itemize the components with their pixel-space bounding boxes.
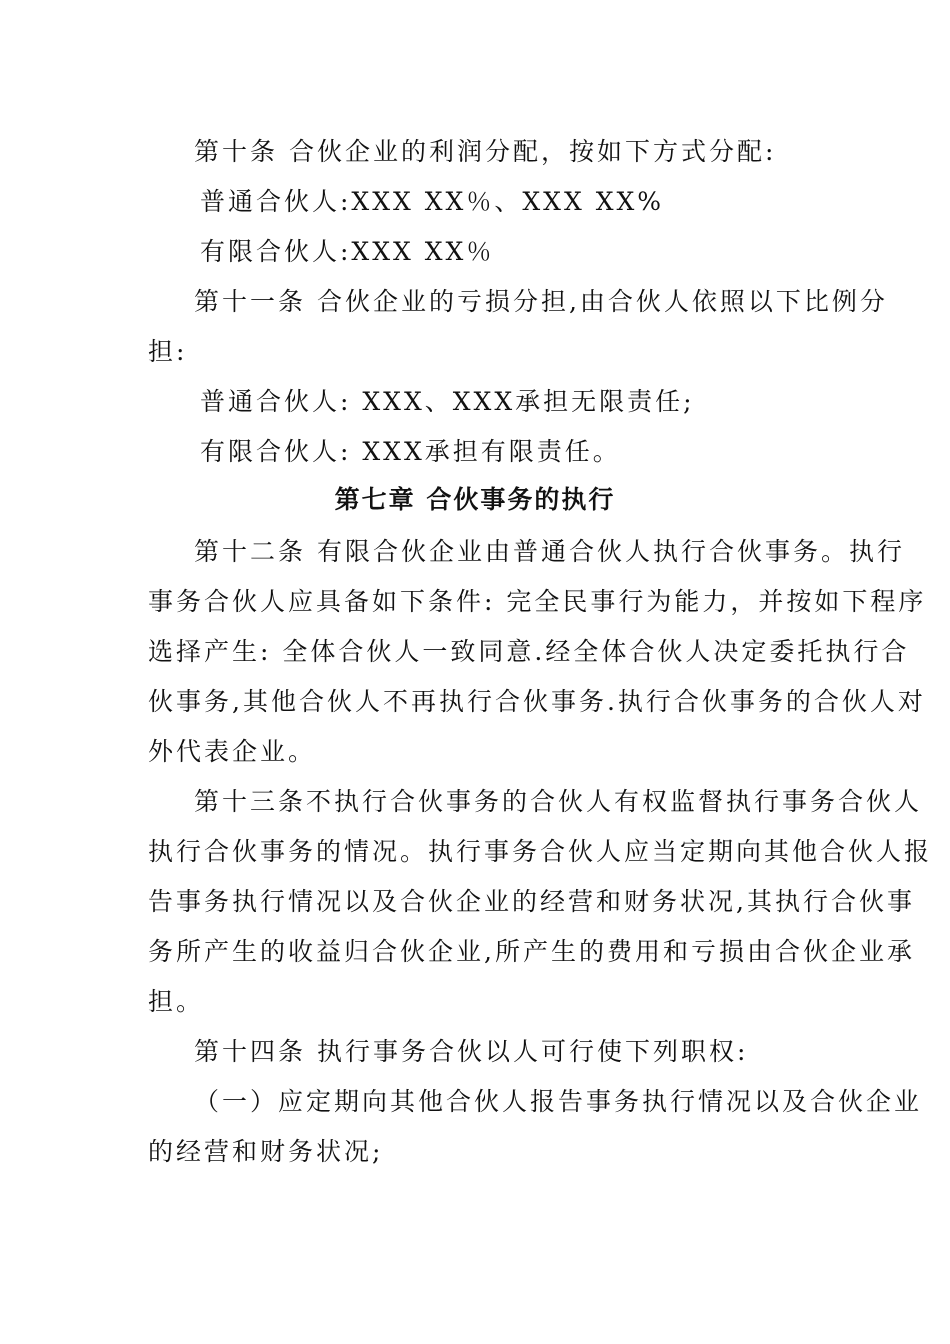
- article-14-item-1-line-2: 的经营和财务状况;: [148, 1137, 384, 1166]
- profit-limited-partner-line: 有限合伙人:XXX XX％: [200, 237, 495, 266]
- article-13-line-3: 告事务执行情况以及合伙企业的经营和财务状况,其执行合伙事: [148, 887, 915, 916]
- article-12-line-4: 伙事务,其他合伙人不再执行合伙事务.执行合伙事务的合伙人对: [148, 687, 926, 716]
- article-13-line-2: 执行合伙事务的情况。执行事务合伙人应当定期向其他合伙人报: [148, 837, 933, 866]
- article-11-line: 第十一条 合伙企业的亏损分担,由合伙人依照以下比例分: [194, 287, 888, 316]
- article-13-line-4: 务所产生的收益归合伙企业,所产生的费用和亏损由合伙企业承: [148, 937, 915, 966]
- article-12-line-3: 选择产生: 全体合伙人一致同意.经全体合伙人决定委托执行合: [148, 637, 910, 666]
- article-11-continuation: 担:: [148, 337, 188, 366]
- article-12-line-5: 外代表企业。: [148, 737, 317, 766]
- loss-limited-partner-line: 有限合伙人: XXX承担有限责任。: [200, 437, 621, 466]
- article-13-line-1: 第十三条不执行合伙事务的合伙人有权监督执行事务合伙人: [194, 787, 923, 816]
- article-13-line-5: 担。: [148, 987, 205, 1016]
- loss-general-partner-line: 普通合伙人: XXX、XXX承担无限责任;: [200, 387, 695, 416]
- article-12-line-1: 第十二条 有限合伙企业由普通合伙人执行合伙事务。执行: [194, 537, 905, 566]
- article-10-line: 第十条 合伙企业的利润分配，按如下方式分配:: [194, 137, 777, 166]
- article-12-line-2: 事务合伙人应具备如下条件: 完全民事行为能力，并按如下程序: [148, 587, 927, 616]
- article-14-item-1-line-1: （一）应定期向其他合伙人报告事务执行情况以及合伙企业: [194, 1087, 923, 1116]
- profit-general-partner-line: 普通合伙人:XXX XX％、XXX XX%: [200, 187, 665, 216]
- chapter-7-heading: 第七章 合伙事务的执行: [334, 485, 616, 514]
- article-14-line: 第十四条 执行事务合伙以人可行使下列职权:: [194, 1037, 749, 1066]
